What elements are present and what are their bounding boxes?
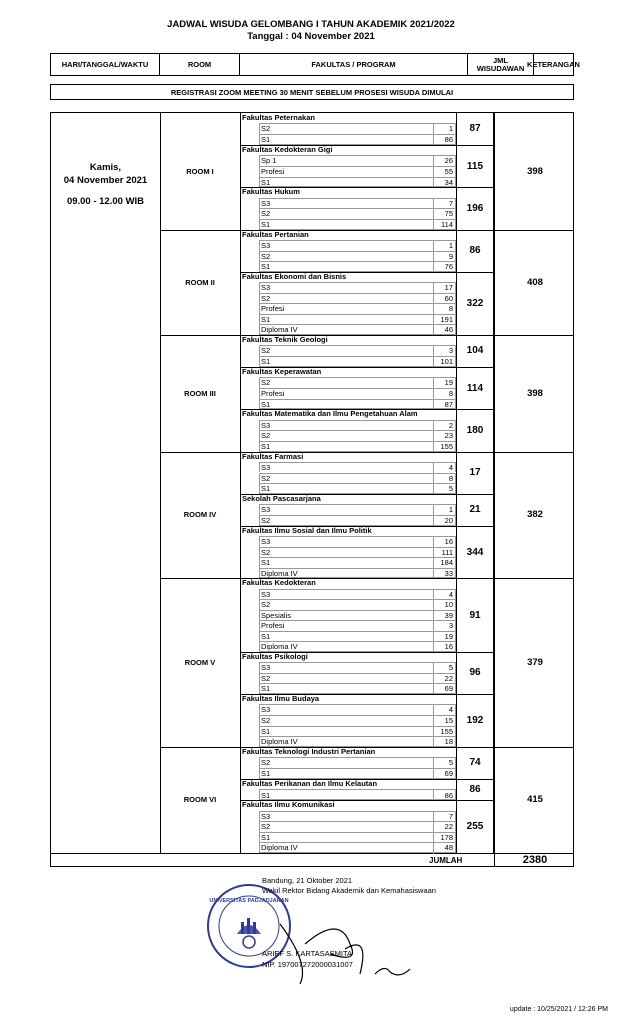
program-row — [259, 547, 456, 558]
program-count: 8 — [433, 474, 455, 485]
program-row — [259, 715, 456, 726]
faculty-total: 74 — [456, 747, 494, 779]
program-row — [259, 282, 456, 293]
program-count: 191 — [433, 315, 455, 326]
program-count: 75 — [433, 209, 455, 220]
program-name: S1 — [261, 441, 271, 451]
program-row — [259, 832, 456, 843]
program-name: S3 — [261, 283, 271, 293]
program-count: 178 — [433, 833, 455, 844]
program-count: 5 — [433, 484, 455, 495]
faculty-divider — [241, 367, 494, 368]
program-count: 48 — [433, 843, 455, 854]
program-name: S1 — [261, 219, 271, 229]
program-row — [259, 356, 456, 367]
room-total: 398 — [527, 165, 543, 177]
signature-place-date: Bandung, 21 Oktober 2021 — [262, 876, 353, 885]
faculty-name: Fakultas Hukum — [242, 187, 300, 197]
program-count: 7 — [433, 812, 455, 823]
grand-total: 2380 — [522, 854, 548, 866]
program-row — [259, 662, 456, 673]
faculty-total: 17 — [456, 452, 494, 494]
program-row — [259, 251, 456, 262]
program-name: Diploma IV — [261, 568, 298, 578]
program-name: Diploma IV — [261, 325, 298, 335]
faculty-total: 87 — [456, 113, 494, 145]
faculty-block — [241, 272, 494, 335]
faculty-divider — [241, 272, 494, 273]
document-date: Tanggal : 04 November 2021 — [247, 31, 375, 42]
faculty-total: 96 — [456, 652, 494, 694]
program-name: Spesialis — [261, 610, 292, 620]
program-row — [259, 631, 456, 641]
program-row — [259, 683, 456, 694]
program-count: 1 — [433, 124, 455, 135]
program-name: S2 — [261, 124, 271, 134]
program-name: S2 — [261, 715, 271, 725]
program-row — [259, 568, 456, 579]
program-count: 5 — [433, 758, 455, 769]
program-count: 23 — [433, 431, 455, 442]
signatory-name: ARIEF S. KARTASASMITA — [262, 949, 353, 958]
faculty-block — [241, 578, 494, 651]
program-name: Diploma IV — [261, 737, 298, 747]
program-row — [259, 462, 456, 473]
faculty-total: 192 — [456, 694, 494, 747]
program-name: S3 — [261, 811, 271, 821]
program-name: S1 — [261, 631, 271, 641]
program-count: 101 — [433, 357, 455, 368]
faculty-total: 344 — [456, 526, 494, 579]
program-row — [259, 441, 456, 452]
program-name: S2 — [261, 600, 271, 610]
program-row — [259, 620, 456, 630]
faculty-name: Fakultas Matematika dan Ilmu Pengetahuan Alam — [242, 409, 418, 419]
program-row — [259, 166, 456, 177]
program-name: S1 — [261, 399, 271, 409]
program-count: 4 — [433, 590, 455, 600]
day-cell — [51, 113, 160, 853]
faculty-block — [241, 747, 494, 779]
program-name: Profesi — [261, 388, 285, 398]
faculty-block — [241, 230, 494, 272]
room-name: ROOM II — [185, 277, 215, 287]
program-name: S1 — [261, 726, 271, 736]
program-count: 1 — [433, 241, 455, 252]
program-name: S3 — [261, 505, 271, 515]
faculty-divider — [241, 652, 494, 653]
header-count — [468, 54, 534, 75]
faculty-block — [241, 113, 494, 145]
faculty-divider — [241, 800, 494, 801]
room-name: ROOM III — [184, 388, 216, 398]
faculty-name: Fakultas Pertanian — [242, 229, 309, 239]
program-name: S3 — [261, 462, 271, 472]
program-row — [259, 324, 456, 335]
faculty-block — [241, 187, 494, 229]
program-count: 4 — [433, 463, 455, 474]
program-row — [259, 811, 456, 822]
header-count-line2: WISUDAWAN — [476, 63, 525, 73]
program-name: S2 — [261, 378, 271, 388]
program-name: S3 — [261, 420, 271, 430]
program-row — [259, 134, 456, 145]
program-name: S1 — [261, 684, 271, 694]
faculty-divider — [241, 187, 494, 188]
faculty-total: 180 — [456, 409, 494, 451]
faculty-block — [241, 526, 494, 579]
program-name: S2 — [261, 547, 271, 557]
header-count-line1: JML — [493, 55, 508, 65]
room-name: ROOM V — [184, 658, 216, 668]
program-row — [259, 219, 456, 230]
program-row — [259, 345, 456, 356]
program-name: S1 — [261, 135, 271, 145]
program-row — [259, 821, 456, 832]
program-name: S3 — [261, 240, 271, 250]
program-row — [259, 641, 456, 651]
program-name: Profesi — [261, 304, 285, 314]
program-count: 16 — [433, 537, 455, 548]
program-count: 33 — [433, 569, 455, 580]
program-row — [259, 430, 456, 441]
faculty-divider — [241, 526, 494, 527]
program-row — [259, 726, 456, 737]
program-name: Diploma IV — [261, 843, 298, 853]
room-total: 379 — [527, 657, 543, 669]
program-name: S2 — [261, 822, 271, 832]
program-row — [259, 515, 456, 526]
faculty-name: Fakultas Kedokteran Gigi — [242, 144, 333, 154]
program-count: 5 — [433, 663, 455, 674]
program-count: 3 — [433, 621, 455, 631]
program-count: 22 — [433, 674, 455, 685]
faculty-block — [241, 409, 494, 451]
program-name: S1 — [261, 357, 271, 367]
program-row — [259, 198, 456, 209]
program-row — [259, 399, 456, 410]
program-name: Profesi — [261, 621, 285, 631]
program-name: S1 — [261, 314, 271, 324]
program-row — [259, 314, 456, 325]
program-name: S1 — [261, 832, 271, 842]
program-count: 184 — [433, 558, 455, 569]
faculty-total: 115 — [456, 145, 494, 187]
faculty-name: Fakultas Peternakan — [242, 113, 315, 122]
program-count: 8 — [433, 389, 455, 400]
program-name: S2 — [261, 473, 271, 483]
program-count: 19 — [433, 632, 455, 642]
program-count: 20 — [433, 516, 455, 527]
program-row — [259, 673, 456, 684]
program-name: S2 — [261, 431, 271, 441]
program-row — [259, 504, 456, 515]
program-name: S3 — [261, 537, 271, 547]
program-name: S3 — [261, 589, 271, 599]
faculty-block — [241, 652, 494, 694]
faculty-block — [241, 367, 494, 409]
program-row — [259, 789, 456, 800]
program-count: 155 — [433, 727, 455, 738]
faculty-name: Sekolah Pascasarjana — [242, 493, 321, 503]
faculty-total: 104 — [456, 335, 494, 367]
faculty-block — [241, 145, 494, 187]
program-count: 1 — [433, 505, 455, 516]
faculty-name: Fakultas Keperawatan — [242, 366, 322, 376]
faculty-total: 196 — [456, 187, 494, 229]
program-count: 86 — [433, 135, 455, 146]
program-name: Profesi — [261, 166, 285, 176]
program-name: S2 — [261, 293, 271, 303]
room-name: ROOM I — [186, 166, 214, 176]
document-title: JADWAL WISUDA GELOMBANG I TAHUN AKADEMIK 2021/2022 — [167, 19, 455, 30]
program-name: S1 — [261, 791, 271, 800]
program-row — [259, 557, 456, 568]
faculty-name: Fakultas Ekonomi dan Bisnis — [242, 271, 347, 281]
faculty-name: Fakultas Ilmu Budaya — [242, 694, 320, 704]
program-count: 111 — [433, 548, 455, 559]
program-count: 60 — [433, 294, 455, 305]
header-notes: KETERANGAN — [527, 59, 580, 69]
program-count: 4 — [433, 705, 455, 716]
program-row — [259, 736, 456, 747]
program-row — [259, 483, 456, 494]
program-count: 3 — [433, 346, 455, 357]
faculty-total: 21 — [456, 494, 494, 526]
program-row — [259, 208, 456, 219]
faculty-name: Fakultas Ilmu Sosial dan Ilmu Politik — [242, 525, 372, 535]
program-name: S1 — [261, 262, 271, 272]
program-count: 22 — [433, 822, 455, 833]
faculty-name: Fakultas Psikologi — [242, 651, 308, 661]
faculty-block — [241, 779, 494, 801]
program-row — [259, 704, 456, 715]
faculty-block — [241, 452, 494, 494]
room-total: 382 — [527, 509, 543, 521]
faculty-block — [241, 335, 494, 367]
program-name: S1 — [261, 177, 271, 187]
program-row — [259, 177, 456, 188]
program-count: 87 — [433, 400, 455, 411]
program-name: S1 — [261, 768, 271, 778]
signatory-nip: NIP. 197007272000031007 — [262, 960, 353, 969]
program-row — [259, 123, 456, 134]
day-name: Kamis, — [89, 162, 122, 173]
day-time: 09.00 - 12.00 WIB — [66, 196, 145, 207]
program-count: 16 — [433, 642, 455, 652]
program-count: 17 — [433, 283, 455, 294]
program-row — [259, 842, 456, 853]
program-name: S2 — [261, 758, 271, 767]
program-count: 46 — [433, 325, 455, 336]
program-count: 18 — [433, 737, 455, 748]
faculty-divider — [241, 694, 494, 695]
room-name: ROOM VI — [183, 795, 217, 805]
program-count: 8 — [433, 304, 455, 315]
room-total: 415 — [527, 794, 543, 806]
faculty-total: 114 — [456, 367, 494, 409]
program-row — [259, 377, 456, 388]
faculty-total: 91 — [456, 578, 494, 651]
program-row — [259, 599, 456, 609]
program-count: 10 — [433, 600, 455, 610]
program-row — [259, 388, 456, 399]
table-header — [50, 53, 580, 76]
program-row — [259, 261, 456, 272]
program-row — [259, 473, 456, 484]
program-count: 2 — [433, 421, 455, 432]
program-count: 39 — [433, 611, 455, 621]
program-count: 15 — [433, 716, 455, 727]
faculty-name: Fakultas Ilmu Komunikasi — [242, 800, 335, 810]
program-row — [259, 536, 456, 547]
program-name: S3 — [261, 198, 271, 208]
signature-block — [262, 876, 436, 969]
faculty-block — [241, 494, 494, 526]
faculty-name: Fakultas Kedokteran — [242, 578, 316, 588]
program-count: 69 — [433, 684, 455, 695]
program-count: 7 — [433, 199, 455, 210]
program-count: 114 — [433, 220, 455, 231]
program-count: 86 — [433, 790, 455, 801]
signature-position: Wakil Rektor Bidang Akademik dan Kemahasiswaan — [262, 885, 436, 895]
faculty-divider — [241, 409, 494, 410]
program-count: 76 — [433, 262, 455, 273]
program-row — [259, 589, 456, 599]
faculty-total: 255 — [456, 800, 494, 853]
program-name: S2 — [261, 515, 271, 525]
faculty-name: Fakultas Perikanan dan Ilmu Kelautan — [242, 778, 378, 788]
faculty-divider — [241, 145, 494, 146]
zoom-notice: REGISTRASI ZOOM MEETING 30 MENIT SEBELUM PROSESI WISUDA DIMULAI — [50, 84, 574, 100]
program-name: S2 — [261, 673, 271, 683]
program-name: S3 — [261, 663, 271, 673]
header-room: ROOM — [160, 54, 240, 75]
program-row — [259, 293, 456, 304]
program-count: 55 — [433, 167, 455, 178]
faculty-block — [241, 800, 494, 853]
program-row — [259, 303, 456, 314]
header-faculty: FAKULTAS / PROGRAM — [240, 54, 468, 75]
room-name: ROOM IV — [183, 510, 217, 520]
total-label: JUMLAH — [429, 856, 463, 865]
program-count: 19 — [433, 378, 455, 389]
program-name: S2 — [261, 209, 271, 219]
program-name: Sp 1 — [261, 156, 277, 166]
program-name: S2 — [261, 346, 271, 356]
faculty-name: Fakultas Farmasi — [242, 451, 304, 461]
program-row — [259, 610, 456, 620]
program-row — [259, 155, 456, 166]
program-name: S1 — [261, 558, 271, 568]
program-row — [259, 768, 456, 779]
update-timestamp: update : 10/25/2021 / 12:26 PM — [509, 1006, 608, 1013]
faculty-name: Fakultas Teknologi Industri Pertanian — [242, 746, 376, 756]
room-total: 398 — [527, 387, 543, 399]
room-total: 408 — [527, 276, 543, 288]
program-count: 9 — [433, 252, 455, 263]
header-day: HARI/TANGGAL/WAKTU — [51, 54, 160, 75]
program-count: 155 — [433, 442, 455, 453]
faculty-total: 86 — [456, 779, 494, 801]
program-count: 69 — [433, 769, 455, 780]
program-count: 26 — [433, 156, 455, 167]
faculty-divider — [241, 779, 494, 780]
program-row — [259, 420, 456, 431]
day-date: 04 November 2021 — [63, 175, 148, 186]
program-row — [259, 757, 456, 768]
stamp-text: UNIVERSITAS PADJADJARAN — [209, 898, 289, 904]
faculty-total: 322 — [456, 272, 494, 335]
schedule-table — [50, 112, 574, 867]
program-name: Diploma IV — [261, 642, 298, 652]
faculty-divider — [241, 494, 494, 495]
program-name: S3 — [261, 705, 271, 715]
faculty-block — [241, 694, 494, 747]
program-count: 34 — [433, 178, 455, 189]
program-name: S1 — [261, 484, 271, 494]
faculty-name: Fakultas Teknik Geologi — [242, 334, 328, 344]
program-row — [259, 240, 456, 251]
faculty-total: 86 — [456, 230, 494, 272]
program-name: S2 — [261, 251, 271, 261]
